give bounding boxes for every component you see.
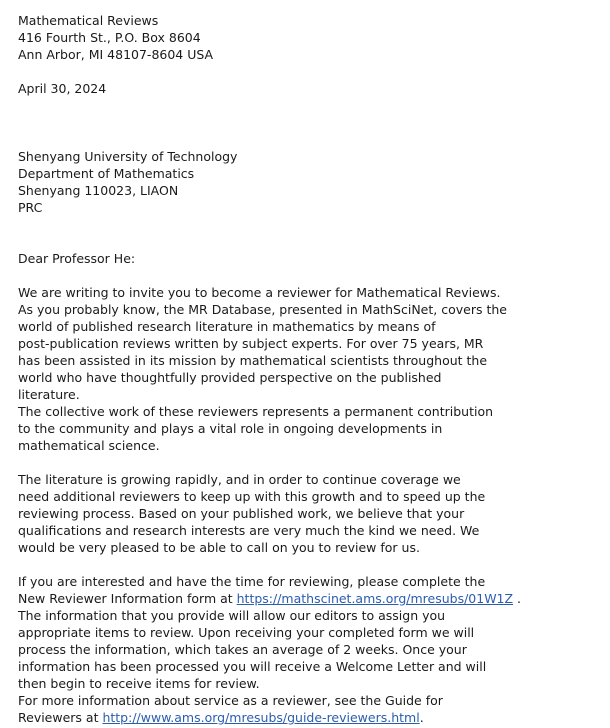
letter-line: As you probably know, the MR Database, presented in MathSciNet, covers the: [18, 302, 507, 317]
guide-for-reviewers-link[interactable]: http://www.ams.org/mresubs/guide-reviewers.html: [102, 710, 420, 725]
letter-line: 416 Fourth St., P.O. Box 8604: [18, 30, 201, 45]
form-link-line: [18, 590, 598, 607]
letter-line: Mathematical Reviews: [18, 13, 159, 28]
letter-line: We are writing to invite you to become a reviewer for Mathematical Reviews.: [18, 285, 501, 300]
letter-line: The information that you provide will allow our editors to assign you: [18, 608, 446, 623]
letter-line: world who have thoughtfully provided perspective on the published: [18, 370, 442, 385]
letter-line: appropriate items to review. Upon receiving your completed form we will: [18, 625, 475, 640]
letter-line: reviewing process. Based on your published work, we believe that your: [18, 506, 465, 521]
letter-line: would be very pleased to be able to call on you to review for us.: [18, 540, 420, 555]
letter-body: [18, 12, 598, 726]
letter-line: information has been processed you will receive a Welcome Letter and will: [18, 659, 487, 674]
letter-line: need additional reviewers to keep up with this growth and to speed up the: [18, 489, 486, 504]
paragraph-3: [18, 573, 598, 726]
blank-line: [18, 556, 598, 573]
letter-line: PRC: [18, 200, 43, 215]
guide-link-line: [18, 709, 598, 726]
letter-line: has been assisted in its mission by mathematical scientists throughout the: [18, 353, 488, 368]
form-line-prefix: New Reviewer Information form at: [18, 591, 237, 606]
letter-line: mathematical science.: [18, 438, 160, 453]
letter-line: post-publication reviews written by subject experts. For over 75 years, MR: [18, 336, 484, 351]
new-reviewer-form-link[interactable]: https://mathscinet.ams.org/mresubs/01W1Z: [236, 591, 514, 606]
letter-line: If you are interested and have the time for reviewing, please complete the: [18, 574, 486, 589]
letter-line: literature.: [18, 387, 80, 402]
letter-line: Department of Mathematics: [18, 166, 195, 181]
letter-line: process the information, which takes an average of 2 weeks. Once your: [18, 642, 467, 657]
sender-block: [18, 12, 598, 63]
letter-line: qualifications and research interests are very much the kind we need. We: [18, 523, 480, 538]
paragraph-2: [18, 471, 598, 556]
recipient-block: [18, 148, 598, 216]
letter-line: The literature is growing rapidly, and in order to continue coverage we: [18, 472, 461, 487]
letter-line: Ann Arbor, MI 48107-8604 USA: [18, 47, 214, 62]
blank-line: [18, 454, 598, 471]
paragraph-3-continued: [18, 607, 598, 709]
letter-line: to the community and plays a vital role in ongoing developments in: [18, 421, 443, 436]
blank-line: [18, 63, 598, 80]
letter-line: then begin to receive items for review.: [18, 676, 260, 691]
guide-line-suffix: .: [419, 710, 424, 725]
blank-line: [18, 267, 598, 284]
form-line-suffix: .: [513, 591, 522, 606]
letter-line: The collective work of these reviewers represents a permanent contribution: [18, 404, 494, 419]
letter-line: Shenyang University of Technology: [18, 149, 238, 164]
salutation: Dear Professor He:: [18, 251, 136, 266]
paragraph-1: [18, 284, 598, 454]
letter-line: For more information about service as a reviewer, see the Guide for: [18, 693, 443, 708]
letter-line: Shenyang 110023, LIAON: [18, 183, 179, 198]
blank-lines: [18, 216, 598, 250]
guide-line-prefix: Reviewers at: [18, 710, 103, 725]
date-line: April 30, 2024: [18, 81, 107, 96]
blank-lines: [18, 97, 598, 148]
letter-line: world of published research literature in mathematics by means of: [18, 319, 436, 334]
